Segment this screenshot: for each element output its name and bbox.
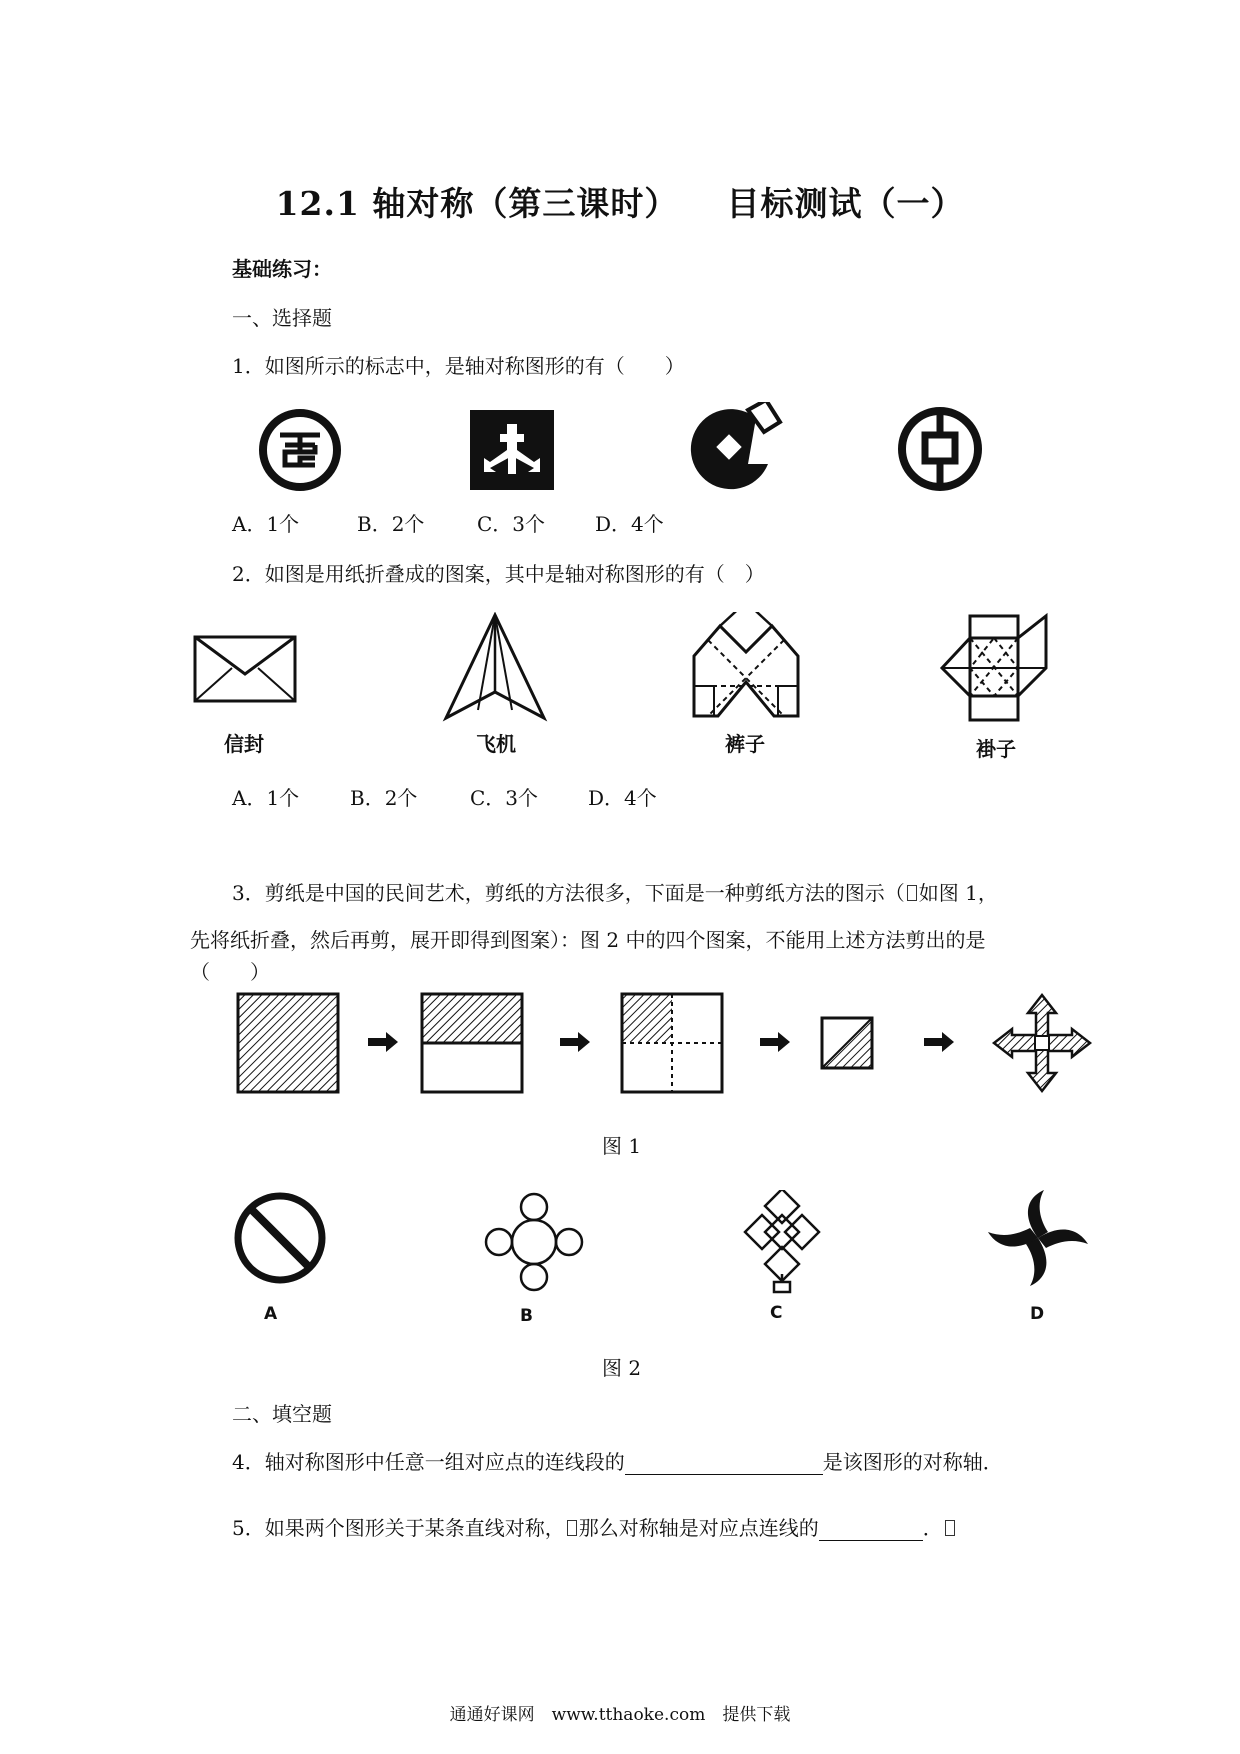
page-footer: 通通好课网 www.tthaoke.com 提供下载 [449, 1705, 791, 1725]
option-a-circle-slash-icon [232, 1190, 328, 1286]
q3-line1-part-b: 如图 1， [918, 881, 998, 905]
step-3-quarter [623, 995, 672, 1042]
q5-text-before: 5．如果两个图形关于某条直线对称， [232, 1516, 565, 1540]
jacket-figure [938, 612, 1050, 724]
option-c-diamond-knot-icon [730, 1190, 834, 1296]
page-title [0, 178, 1240, 225]
q5-text-middle: 那么对称轴是对应点连线的 [578, 1516, 819, 1540]
q5-answer-blank[interactable] [819, 1520, 923, 1541]
title-part1: 12.1 轴对称（第三课时） [275, 184, 679, 223]
q2-option-d[interactable]: D．4个 [588, 786, 657, 810]
caption-plane: 飞机 [476, 732, 516, 756]
figure-1-label: 图 1 [602, 1134, 642, 1158]
arrow-icon-1 [368, 1032, 398, 1052]
q2-option-c[interactable]: C．3个 [470, 786, 539, 810]
paper-plane-figure [442, 612, 548, 724]
q2-option-b[interactable]: B．2个 [350, 786, 418, 810]
question-3-line-2: 先将纸折叠，然后再剪，展开即得到图案）：图 2 中的四个图案，不能用上述方法剪出的是 [190, 928, 986, 952]
step-2-top [422, 994, 522, 1043]
option-d-swirl-icon [982, 1186, 1094, 1290]
q3-line1-part-a: 3．剪纸是中国的民间艺术，剪纸的方法很多，下面是一种剪纸方法的图示（ [232, 881, 905, 905]
figure-1-folding-sequence [230, 992, 1110, 1104]
caption-envelope: 信封 [224, 732, 264, 756]
bank-logo-icon-2 [470, 410, 554, 490]
pants-figure [690, 612, 802, 720]
section-choice-heading: 一、选择题 [232, 306, 332, 330]
question-4 [232, 1446, 1003, 1475]
figure-2-label: 图 2 [602, 1356, 642, 1380]
section-fill-blank-heading: 二、填空题 [232, 1402, 332, 1426]
fig2-label-b: B [520, 1306, 533, 1326]
step-1-square [238, 994, 338, 1092]
question-1-text: 1．如图所示的标志中，是轴对称图形的有（ ） [232, 354, 685, 378]
bank-logo-icon-3 [690, 402, 790, 496]
question-3-line-1 [232, 877, 998, 906]
arrow-icon-4 [924, 1032, 954, 1052]
q4-answer-blank[interactable] [625, 1454, 823, 1475]
q1-option-a[interactable]: A．1个 [232, 512, 300, 536]
q1-option-d[interactable]: D．4个 [595, 512, 664, 536]
q4-text-after: 是该图形的对称轴． [822, 1450, 1003, 1474]
bank-logo-icon-1 [255, 405, 345, 495]
q5-text-after: ． [922, 1516, 943, 1540]
question-2-options [232, 782, 657, 811]
caption-pants: 裤子 [725, 732, 765, 756]
arrow-icon-2 [560, 1032, 590, 1052]
q2-option-a[interactable]: A．1个 [232, 786, 300, 810]
envelope-figure [192, 632, 298, 706]
arrow-icon-3 [760, 1032, 790, 1052]
basic-practice-heading: 基础练习： [232, 257, 332, 281]
step-2-bottom [422, 1043, 522, 1092]
q1-option-b[interactable]: B．2个 [357, 512, 425, 536]
title-part2: 目标测试（一） [726, 184, 965, 223]
fig2-label-c: C [770, 1303, 783, 1323]
q1-option-c[interactable]: C．3个 [477, 512, 546, 536]
fig2-label-d: D [1030, 1304, 1045, 1324]
question-1-options [232, 508, 664, 537]
bank-logo-icon-4 [893, 402, 987, 496]
question-2-text: 2．如图是用纸折叠成的图案，其中是轴对称图形的有（ ） [232, 562, 765, 586]
caption-jacket: 褂子 [976, 737, 1016, 761]
question-3-line-3: （ ） [190, 960, 270, 984]
option-b-circles-icon [482, 1190, 586, 1294]
q4-text-before: 4．轴对称图形中任意一组对应点的连线段的 [232, 1450, 625, 1474]
cutout-pattern-icon [994, 995, 1090, 1091]
fig2-label-a: A [264, 1304, 278, 1324]
question-5 [232, 1512, 957, 1541]
